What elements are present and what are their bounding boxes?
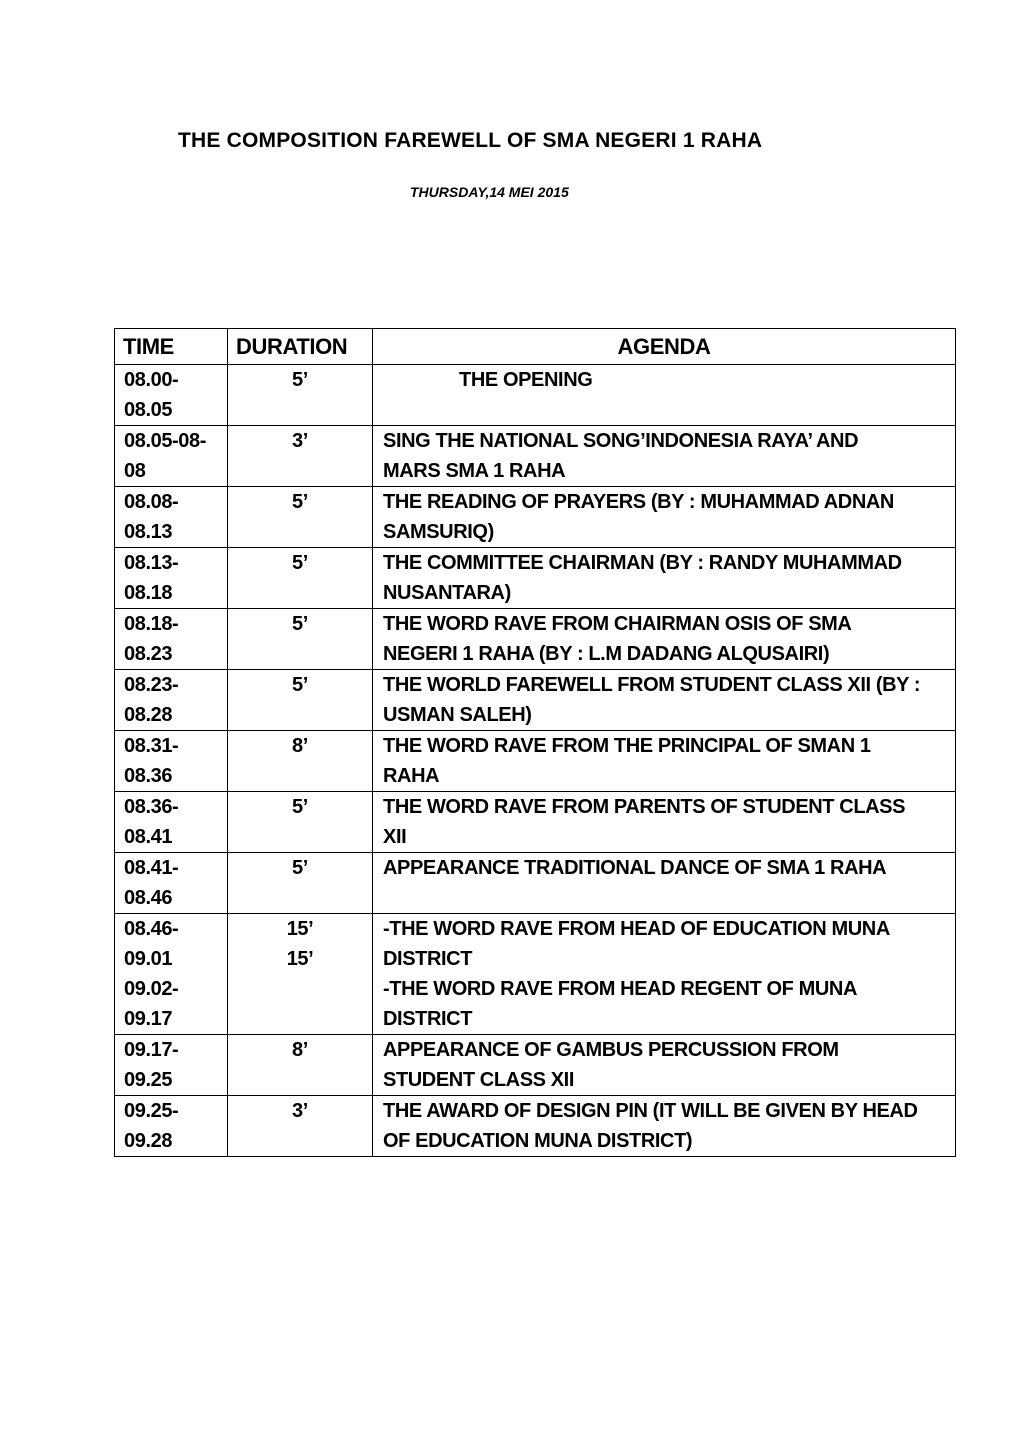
time-cell <box>115 792 228 853</box>
duration-cell <box>228 670 373 731</box>
agenda-cell-line: THE WORD RAVE FROM THE PRINCIPAL OF SMAN 1 <box>383 735 871 757</box>
agenda-cell <box>373 1096 956 1157</box>
agenda-cell <box>373 487 956 548</box>
duration-cell-line: 5’ <box>292 796 308 818</box>
agenda-cell <box>373 365 956 426</box>
duration-cell <box>228 853 373 914</box>
document-title: THE COMPOSITION FAREWELL OF SMA NEGERI 1 RAHA <box>178 129 763 152</box>
time-cell-line: 08.08- <box>124 491 179 513</box>
time-cell-line: 09.25 <box>124 1069 173 1091</box>
agenda-cell-line: STUDENT CLASS XII <box>383 1069 574 1091</box>
agenda-cell <box>373 1035 956 1096</box>
table-row <box>115 487 956 548</box>
duration-cell <box>228 914 373 1035</box>
time-cell-line: 08.36 <box>124 765 173 787</box>
time-cell <box>115 548 228 609</box>
time-cell-line: 08.05 <box>124 399 173 421</box>
time-cell <box>115 670 228 731</box>
time-cell-line: 08.00- <box>124 369 179 391</box>
agenda-cell-line: THE WORLD FAREWELL FROM STUDENT CLASS XII (BY : <box>383 674 921 696</box>
time-cell-line: 08.23- <box>124 674 179 696</box>
agenda-cell <box>373 426 956 487</box>
duration-cell <box>228 1096 373 1157</box>
duration-cell-line: 3’ <box>292 430 308 452</box>
time-cell-line: 08.31- <box>124 735 179 757</box>
agenda-cell-line: THE WORD RAVE FROM PARENTS OF STUDENT CLASS <box>383 796 906 818</box>
header-duration: DURATION <box>228 329 373 365</box>
time-cell <box>115 365 228 426</box>
agenda-cell <box>373 853 956 914</box>
header-time: TIME <box>115 329 228 365</box>
time-cell-line: 08.41 <box>124 826 173 848</box>
duration-cell <box>228 792 373 853</box>
duration-cell-line: 5’ <box>292 613 308 635</box>
table-row <box>115 1096 956 1157</box>
agenda-cell-line: THE WORD RAVE FROM CHAIRMAN OSIS OF SMA <box>383 613 852 635</box>
agenda-cell-line: SAMSURIQ) <box>383 521 494 543</box>
table-row <box>115 365 956 426</box>
agenda-cell <box>373 670 956 731</box>
time-cell-line: 09.02- <box>124 978 179 1000</box>
time-cell-line: 09.01 <box>124 948 173 970</box>
agenda-cell-line: APPEARANCE TRADITIONAL DANCE OF SMA 1 RAHA <box>383 857 887 879</box>
agenda-cell-line: -THE WORD RAVE FROM HEAD OF EDUCATION MUNA <box>383 918 890 940</box>
table-row <box>115 792 956 853</box>
time-cell <box>115 609 228 670</box>
agenda-cell-line: -THE WORD RAVE FROM HEAD REGENT OF MUNA <box>383 978 858 1000</box>
time-cell-line: 08.36- <box>124 796 179 818</box>
time-cell-line: 08 <box>124 460 146 482</box>
time-cell-line: 08.28 <box>124 704 173 726</box>
duration-cell <box>228 1035 373 1096</box>
agenda-cell-line: THE OPENING <box>459 369 593 391</box>
time-cell-line: 08.46- <box>124 918 179 940</box>
time-cell <box>115 853 228 914</box>
duration-cell <box>228 487 373 548</box>
duration-cell <box>228 365 373 426</box>
table-row <box>115 670 956 731</box>
table-row <box>115 731 956 792</box>
duration-cell-line: 5’ <box>292 369 308 391</box>
time-cell <box>115 1035 228 1096</box>
time-cell-line: 08.41- <box>124 857 179 879</box>
agenda-cell <box>373 731 956 792</box>
duration-cell-line: 5’ <box>292 491 308 513</box>
duration-cell-line: 5’ <box>292 552 308 574</box>
time-cell <box>115 914 228 1035</box>
duration-cell-line: 5’ <box>292 674 308 696</box>
time-cell-line: 08.05-08- <box>124 430 207 452</box>
header-agenda: AGENDA <box>373 329 956 365</box>
agenda-cell <box>373 548 956 609</box>
time-cell-line: 09.17- <box>124 1039 179 1061</box>
document-date: THURSDAY,14 MEI 2015 <box>410 184 569 200</box>
agenda-table <box>114 328 956 1157</box>
time-cell-line: 08.13- <box>124 552 179 574</box>
duration-cell-line: 15’ <box>286 918 314 940</box>
table-row <box>115 914 956 1035</box>
time-cell <box>115 426 228 487</box>
agenda-cell <box>373 792 956 853</box>
agenda-cell-line: DISTRICT <box>383 948 473 970</box>
time-cell-line: 08.46 <box>124 887 173 909</box>
duration-cell <box>228 426 373 487</box>
time-cell-line: 08.23 <box>124 643 173 665</box>
table-row <box>115 1035 956 1096</box>
agenda-cell-line: USMAN SALEH) <box>383 704 532 726</box>
table-header-row <box>115 329 956 365</box>
agenda-cell-line: XII <box>383 826 407 848</box>
duration-cell <box>228 548 373 609</box>
time-cell-line: 09.28 <box>124 1130 173 1152</box>
duration-cell <box>228 731 373 792</box>
agenda-cell-line: THE COMMITTEE CHAIRMAN (BY : RANDY MUHAMMAD <box>383 552 902 574</box>
duration-cell-line: 5’ <box>292 857 308 879</box>
agenda-cell-line: DISTRICT <box>383 1008 473 1030</box>
table-row <box>115 548 956 609</box>
duration-cell-line: 8’ <box>292 735 308 757</box>
agenda-cell-line: NUSANTARA) <box>383 582 511 604</box>
duration-cell-line: 8’ <box>292 1039 308 1061</box>
agenda-cell-line: OF EDUCATION MUNA DISTRICT) <box>383 1130 693 1152</box>
table-row <box>115 853 956 914</box>
agenda-cell-line: NEGERI 1 RAHA (BY : L.M DADANG ALQUSAIRI) <box>383 643 830 665</box>
agenda-cell-line: MARS SMA 1 RAHA <box>383 460 566 482</box>
agenda-cell-line: SING THE NATIONAL SONG’INDONESIA RAYA’ AND <box>383 430 859 452</box>
agenda-cell-line: RAHA <box>383 765 440 787</box>
table-row <box>115 609 956 670</box>
agenda-cell-line: THE AWARD OF DESIGN PIN (IT WILL BE GIVEN BY HEAD <box>383 1100 918 1122</box>
time-cell-line: 09.25- <box>124 1100 179 1122</box>
agenda-cell <box>373 914 956 1035</box>
duration-cell <box>228 609 373 670</box>
time-cell <box>115 731 228 792</box>
time-cell-line: 08.18- <box>124 613 179 635</box>
time-cell-line: 08.18 <box>124 582 173 604</box>
duration-cell-line: 15’ <box>286 948 314 970</box>
agenda-cell-line: APPEARANCE OF GAMBUS PERCUSSION FROM <box>383 1039 839 1061</box>
agenda-cell <box>373 609 956 670</box>
table-row <box>115 426 956 487</box>
time-cell-line: 09.17 <box>124 1008 173 1030</box>
time-cell-line: 08.13 <box>124 521 173 543</box>
agenda-cell-line: THE READING OF PRAYERS (BY : MUHAMMAD ADNAN <box>383 491 894 513</box>
duration-cell-line: 3’ <box>292 1100 308 1122</box>
agenda-table-body <box>115 365 956 1157</box>
time-cell <box>115 487 228 548</box>
time-cell <box>115 1096 228 1157</box>
